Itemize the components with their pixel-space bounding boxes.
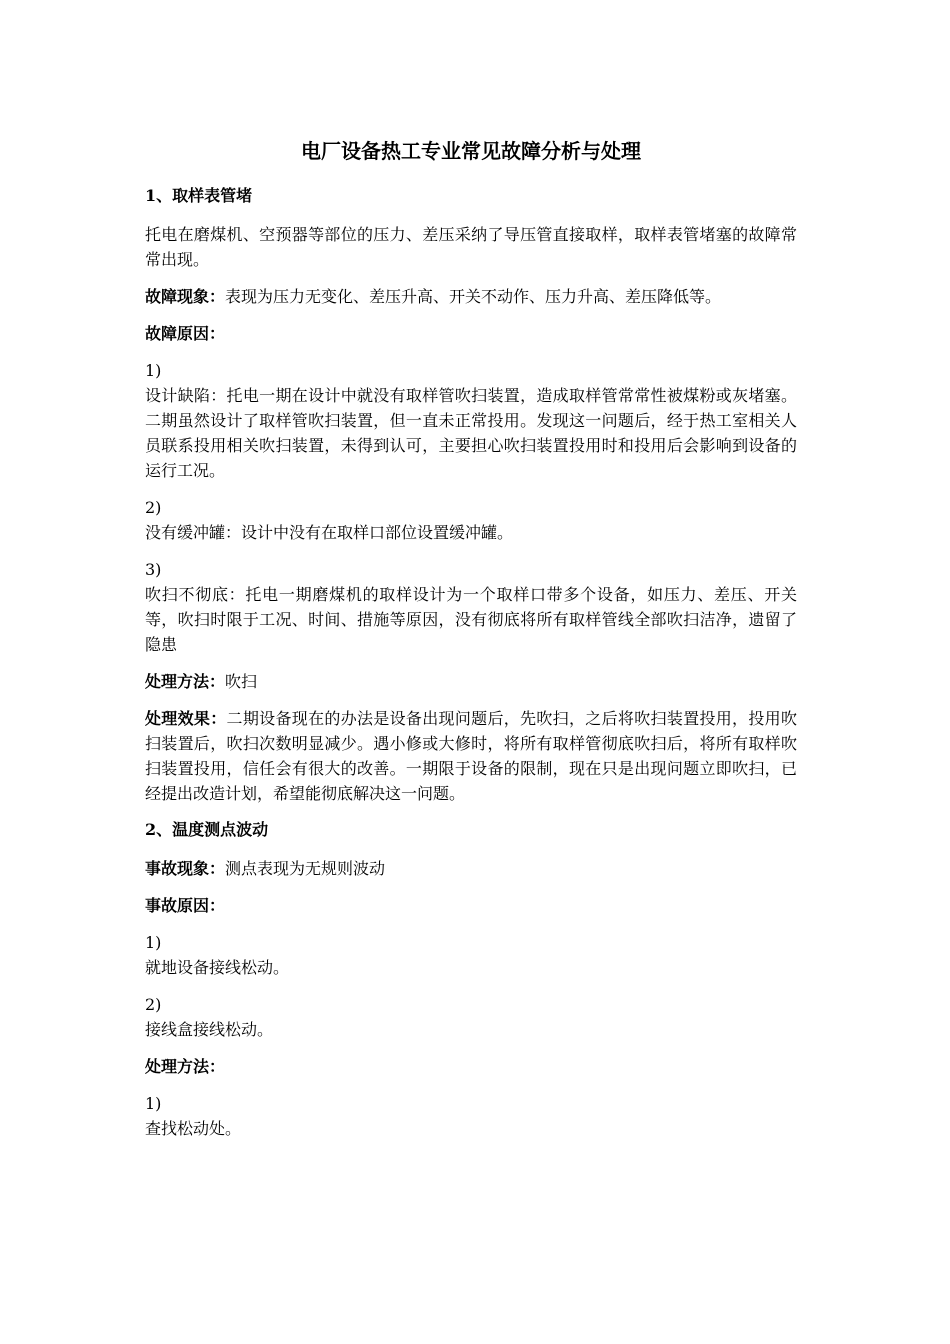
cause-number: 3) <box>145 560 162 579</box>
document-page <box>145 136 797 1153</box>
section-1-intro: 托电在磨煤机、空预器等部位的压力、差压采纳了导压管直接取样，取样表管堵塞的故障常常出现。 <box>145 225 797 269</box>
cause-text: 接线盒接线松动。 <box>145 1020 274 1039</box>
cause-number: 2) <box>145 498 162 517</box>
cause-item <box>145 495 797 545</box>
cause-number: 2) <box>145 995 162 1014</box>
section-2-method-label: 处理方法： <box>145 1057 226 1076</box>
cause-text: 设计缺陷：托电一期在设计中就没有取样管吹扫装置，造成取样管常常性被煤粉或灰堵塞。二期虽然设计了取样管吹扫装置，但一直未正常投用。发现这一问题后，经于热工室相关人员联系投用相关吹扫装置，未得到认可，主要担心吹扫装置投用时和投用后会影响到设备的运行工况。 <box>145 386 797 480</box>
cause-item <box>145 358 797 483</box>
effect-text: 二期设备现在的办法是设备出现问题后，先吹扫，之后将吹扫装置投用，投用吹扫装置后，吹扫次数明显减少。遇小修或大修时，将所有取样管彻底吹扫后，将所有取样吹扫装置投用，信任会有很大的改善。一期限于设备的限制，现在只是出现问题立即吹扫，已经提出改造计划，希望能彻底解决这一问题。 <box>145 709 797 803</box>
cause-text: 没有缓冲罐：设计中没有在取样口部位设置缓冲罐。 <box>145 523 514 542</box>
phenomenon-text: 表现为压力无变化、差压升高、开关不动作、压力升高、差压降低等。 <box>225 287 722 306</box>
cause-item <box>145 992 797 1042</box>
method-item-text: 查找松动处。 <box>145 1119 242 1138</box>
section-1-cause-label: 故障原因： <box>145 324 226 343</box>
document-title: 电厂设备热工专业常见故障分析与处理 <box>301 139 641 163</box>
section-1-effect <box>145 706 797 806</box>
method-text: 吹扫 <box>225 672 258 691</box>
cause-item <box>145 930 797 980</box>
section-1-method <box>145 669 797 694</box>
phenomenon-label: 事故现象： <box>145 859 226 878</box>
section-2-cause-label: 事故原因： <box>145 896 226 915</box>
cause-text: 就地设备接线松动。 <box>145 958 290 977</box>
phenomenon-label: 故障现象： <box>145 287 226 306</box>
phenomenon-text: 测点表现为无规则波动 <box>225 859 386 878</box>
method-label: 处理方法： <box>145 672 226 691</box>
effect-label: 处理效果： <box>145 709 227 728</box>
section-1-heading: 1、取样表管堵 <box>145 186 253 205</box>
section-2-phenomenon <box>145 856 797 881</box>
section-1-phenomenon <box>145 284 797 309</box>
cause-text: 吹扫不彻底：托电一期磨煤机的取样设计为一个取样口带多个设备，如压力、差压、开关等，吹扫时限于工况、时间、措施等原因，没有彻底将所有取样管线全部吹扫洁净，遗留了隐患 <box>145 585 797 654</box>
cause-number: 1) <box>145 361 162 380</box>
section-2-heading: 2、温度测点波动 <box>145 820 269 839</box>
method-item <box>145 1091 797 1141</box>
cause-item <box>145 557 797 657</box>
method-number: 1) <box>145 1094 162 1113</box>
cause-number: 1) <box>145 933 162 952</box>
